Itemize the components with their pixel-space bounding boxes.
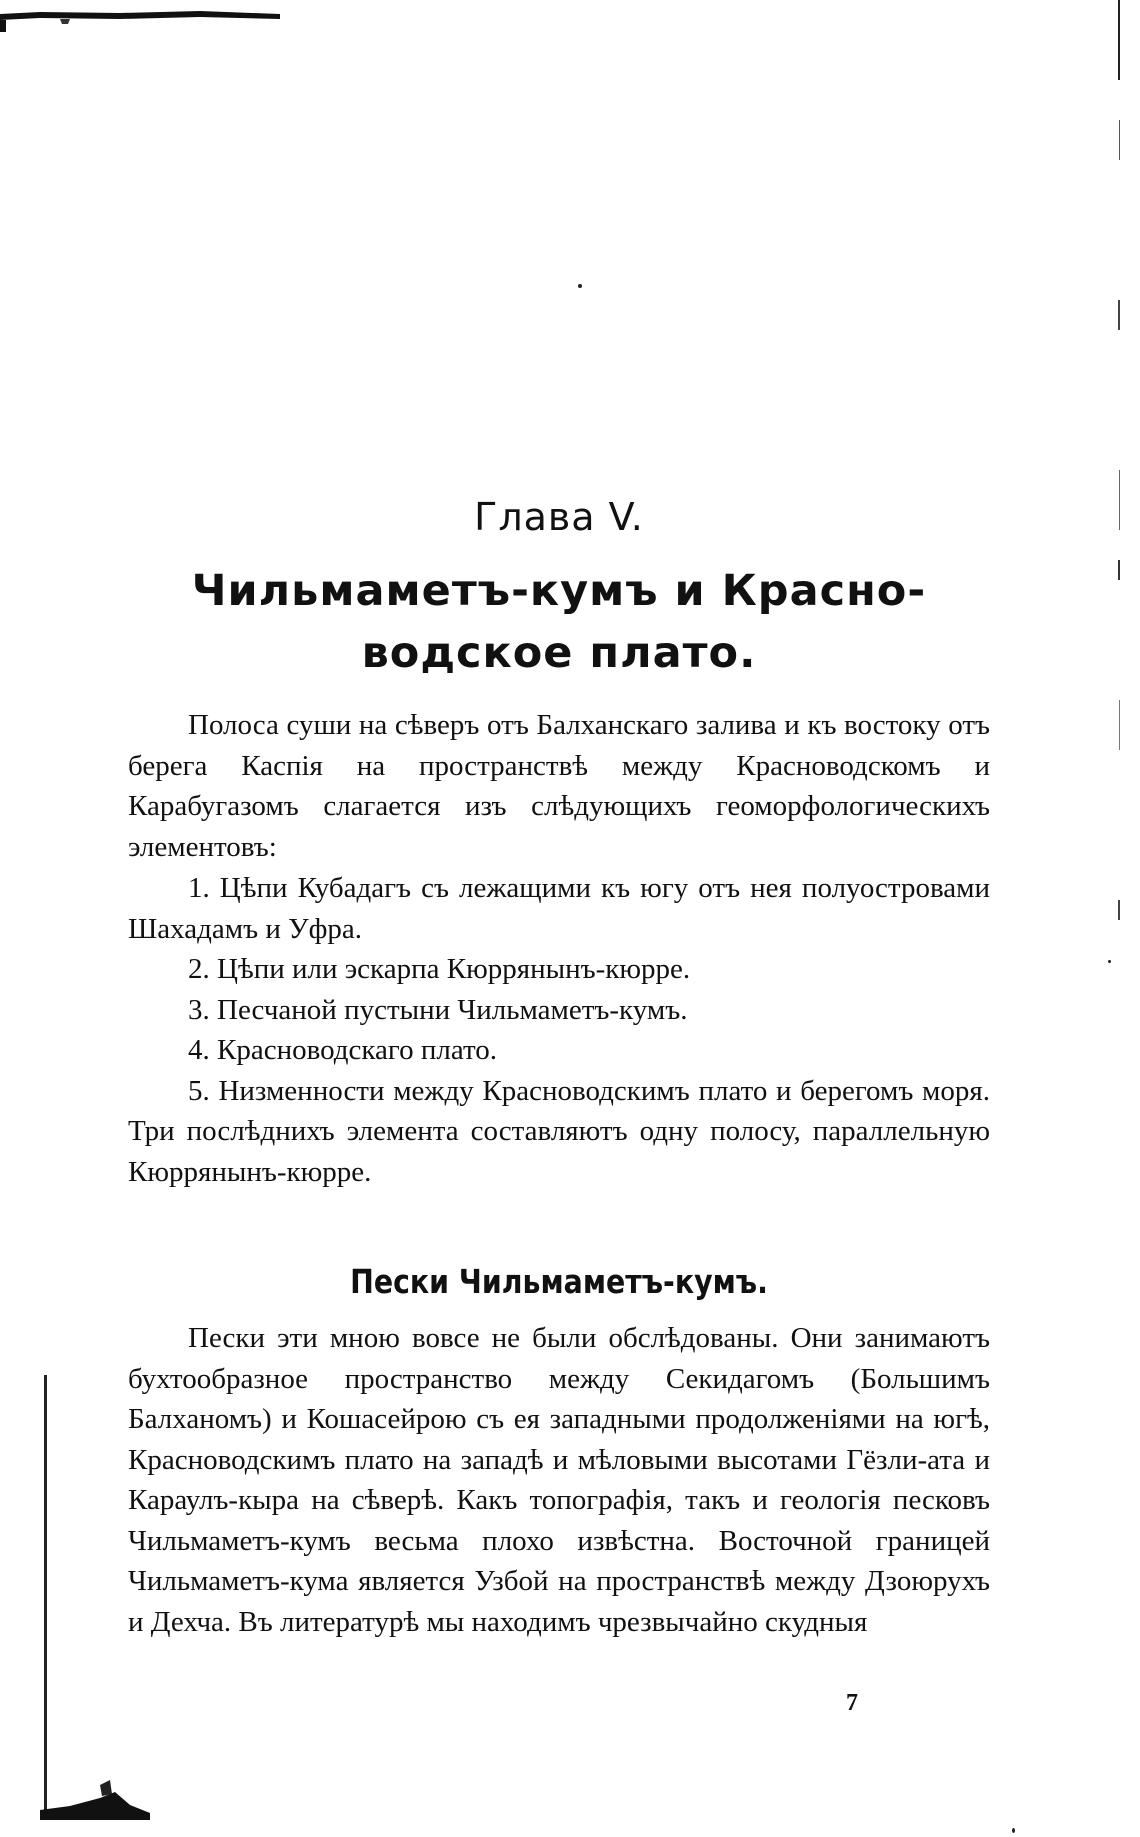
scan-dust xyxy=(1012,1828,1015,1833)
intro-section xyxy=(128,705,990,867)
chapter-title xyxy=(128,560,990,684)
chapter-title-line-2: водское плато. xyxy=(361,628,757,678)
page-number: 7 xyxy=(846,1690,858,1716)
list-item-2: 2. Цѣпи или эскарпа Кюррянынъ-кюрре. xyxy=(188,953,691,985)
chapter-title-line-1: Чильмаметъ-кумъ и Красно- xyxy=(191,566,927,616)
scan-dust xyxy=(1108,960,1111,963)
list-item-1: 1. Цѣпи Кубадагъ съ лежащими къ югу отъ нея полуостровами Шахадамъ и Уфра. xyxy=(128,872,990,945)
scan-artifact-top xyxy=(0,10,280,32)
elements-list xyxy=(128,868,990,1192)
scan-dust xyxy=(578,284,582,288)
list-item-5: 5. Низменности между Красноводскимъ плато и берегомъ моря. Три послѣднихъ элемента составляютъ одну полосу, параллельную Кюррянынъ-кюрре. xyxy=(128,1074,990,1188)
list-item-3: 3. Песчаной пустыни Чильмаметъ-кумъ. xyxy=(188,993,688,1026)
chapter-label: Глава V. xyxy=(474,495,644,539)
section-body xyxy=(128,1318,990,1642)
list-item-4: 4. Красноводскаго плато. xyxy=(188,1034,497,1066)
scan-artifact-right-edge xyxy=(1116,0,1122,1837)
section-heading: Пески Чильмаметъ-кумъ. xyxy=(350,1262,768,1301)
section-paragraph: Пески эти мною вовсе не были обслѣдованы. Они занимаютъ бухтообразное пространство между Секидагомъ (Большимъ Балханомъ) и Кошасейрою съ ея западными продолженіями на югѣ, Красноводскимъ плато на западѣ и мѣловыми высотами Гёзли-ата и Караулъ-кыра на сѣверѣ. Какъ топографія, такъ и геологія песковъ Чильмаметъ-кумъ весьма плохо извѣстна. Восточной границей Чильмаметъ-кума является Узбой на пространствѣ между Дзоюрухъ и Дехча. Въ литературѣ мы находимъ чрезвычайно скудныя xyxy=(128,1322,990,1638)
intro-paragraph: Полоса суши на сѣверъ отъ Балханскаго залива и къ востоку отъ берега Каспія на пространствѣ между Красноводскомъ и Карабугазомъ слагается изъ слѣдующихъ геоморфологическихъ элементовъ: xyxy=(128,709,990,863)
